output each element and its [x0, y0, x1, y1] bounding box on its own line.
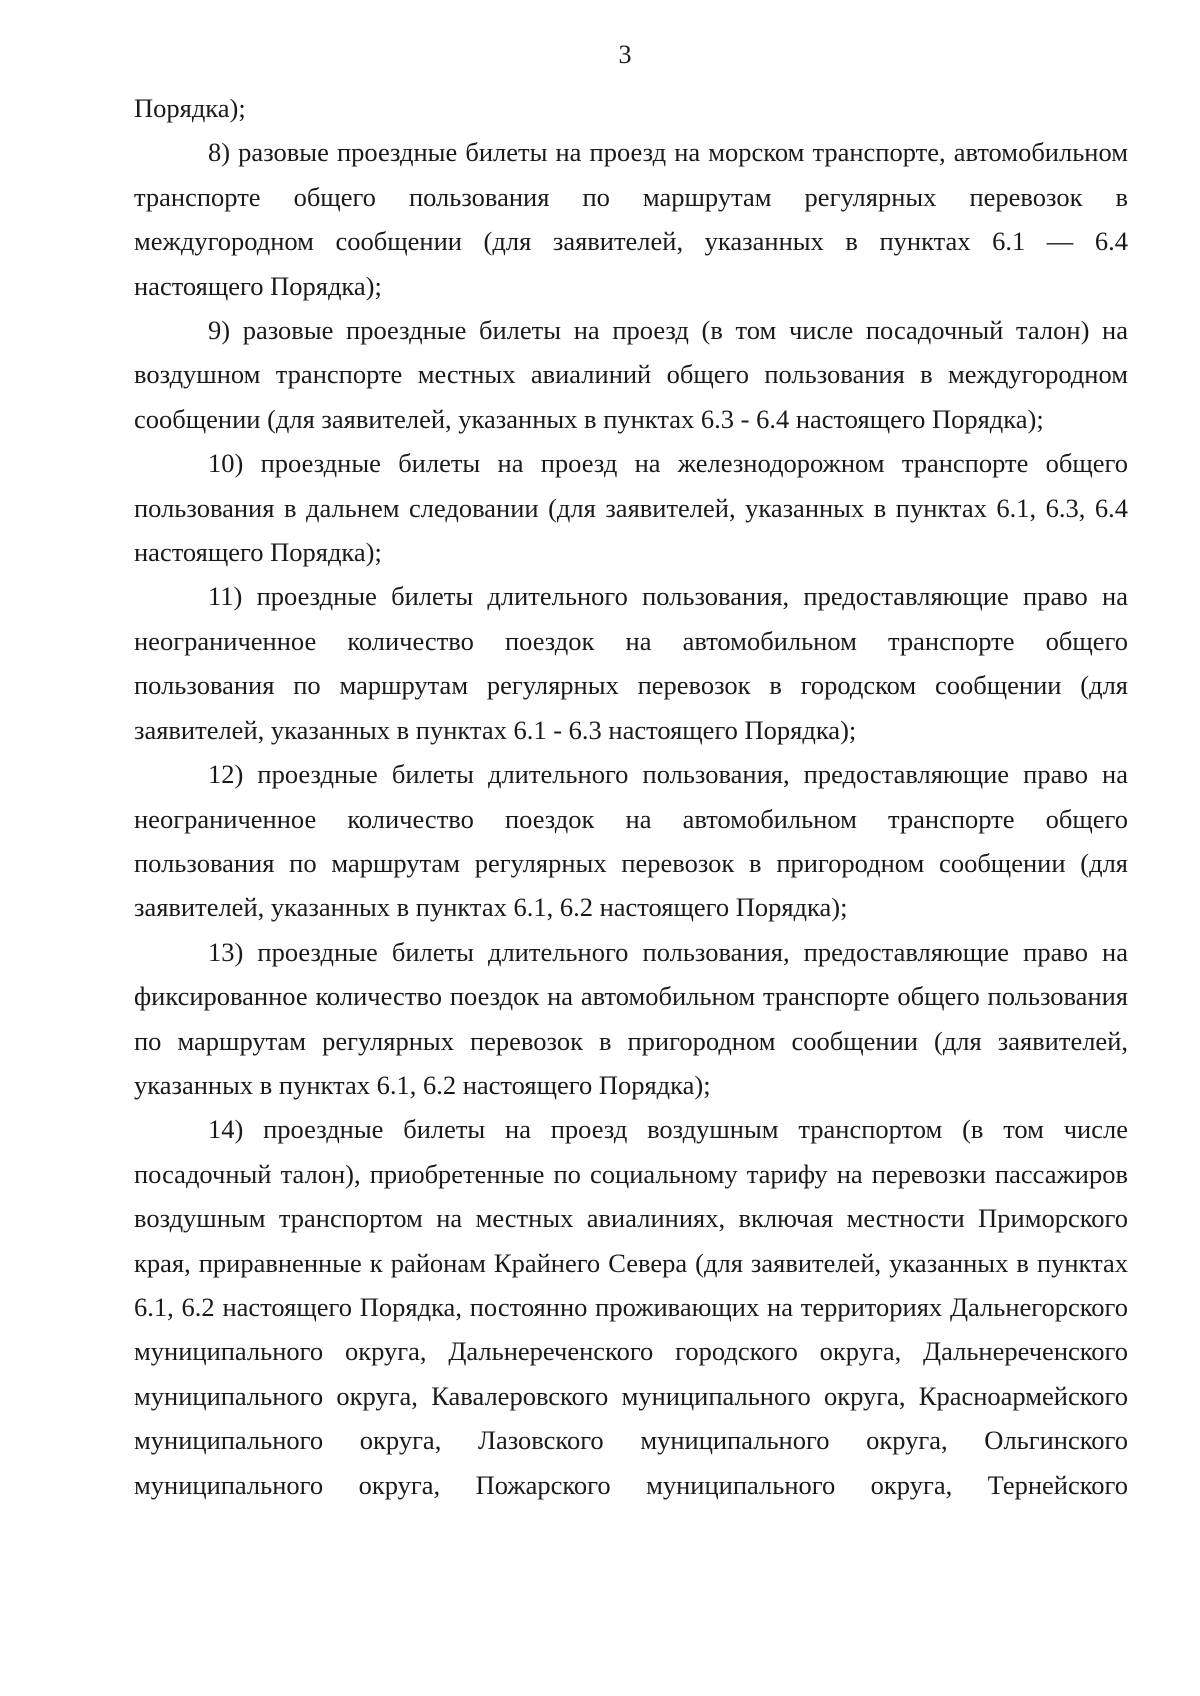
- paragraph-item-12: 12) проездные билеты длительного пользования, предоставляющие право на неограниченное количество поездок на автомобильном транспорте общего пользования по маршрутам регулярных перевозок в пригородном сообщении (для заявителей, указанных в пунктах 6.1, 6.2 настоящего Порядка);: [134, 759, 1128, 923]
- document-body: [134, 86, 1128, 1507]
- paragraph-item-13: 13) проездные билеты длительного пользования, предоставляющие право на фиксированное количество поездок на автомобильном транспорте общего пользования по маршрутам регулярных перевозок в пригородном сообщении (для заявителей, указанных в пунктах 6.1, 6.2 настоящего Порядка);: [134, 936, 1128, 1100]
- paragraph-item-14: 14) проездные билеты на проезд воздушным транспортом (в том числе посадочный талон), приобретенные по социальному тарифу на перевозки пассажиров воздушным транспортом на местных авиалиниях, включая местности Приморского края, приравненные к районам Крайнего Севера (для заявителей, указанных в пунктах 6.1, 6.2 настоящего Порядка, постоянно проживающих на территориях Дальнегорского муниципального округа, Дальнереченского городского округа, Дальнереченского муниципального округа, Кавалеровского муниципального округа, Красноармейского муниципального округа, Лазовского муниципального округа, Ольгинского муниципального округа, Пожарского муниципального округа, Тернейского: [134, 1114, 1128, 1500]
- paragraph-continuation: Порядка);: [134, 93, 246, 123]
- page-number: 3: [618, 40, 632, 69]
- paragraph-item-10: 10) проездные билеты на проезд на железнодорожном транспорте общего пользования в дальнем следовании (для заявителей, указанных в пунктах 6.1, 6.3, 6.4 настоящего Порядка);: [134, 448, 1128, 568]
- paragraph-item-9: 9) разовые проездные билеты на проезд (в том числе посадочный талон) на воздушном транспорте местных авиалиний общего пользования в междугородном сообщении (для заявителей, указанных в пунктах 6.3 - 6.4 настоящего Порядка);: [134, 315, 1128, 434]
- paragraph-item-8: 8) разовые проездные билеты на проезд на морском транспорте, автомобильном транспорте общего пользования по маршрутам регулярных перевозок в междугородном сообщении (для заявителей, указанных в пунктах 6.1 — 6.4 настоящего Порядка);: [134, 137, 1128, 301]
- paragraph-item-11: 11) проездные билеты длительного пользования, предоставляющие право на неограниченное количество поездок на автомобильном транспорте общего пользования по маршрутам регулярных перевозок в городском сообщении (для заявителей, указанных в пунктах 6.1 - 6.3 настоящего Порядка);: [134, 581, 1128, 745]
